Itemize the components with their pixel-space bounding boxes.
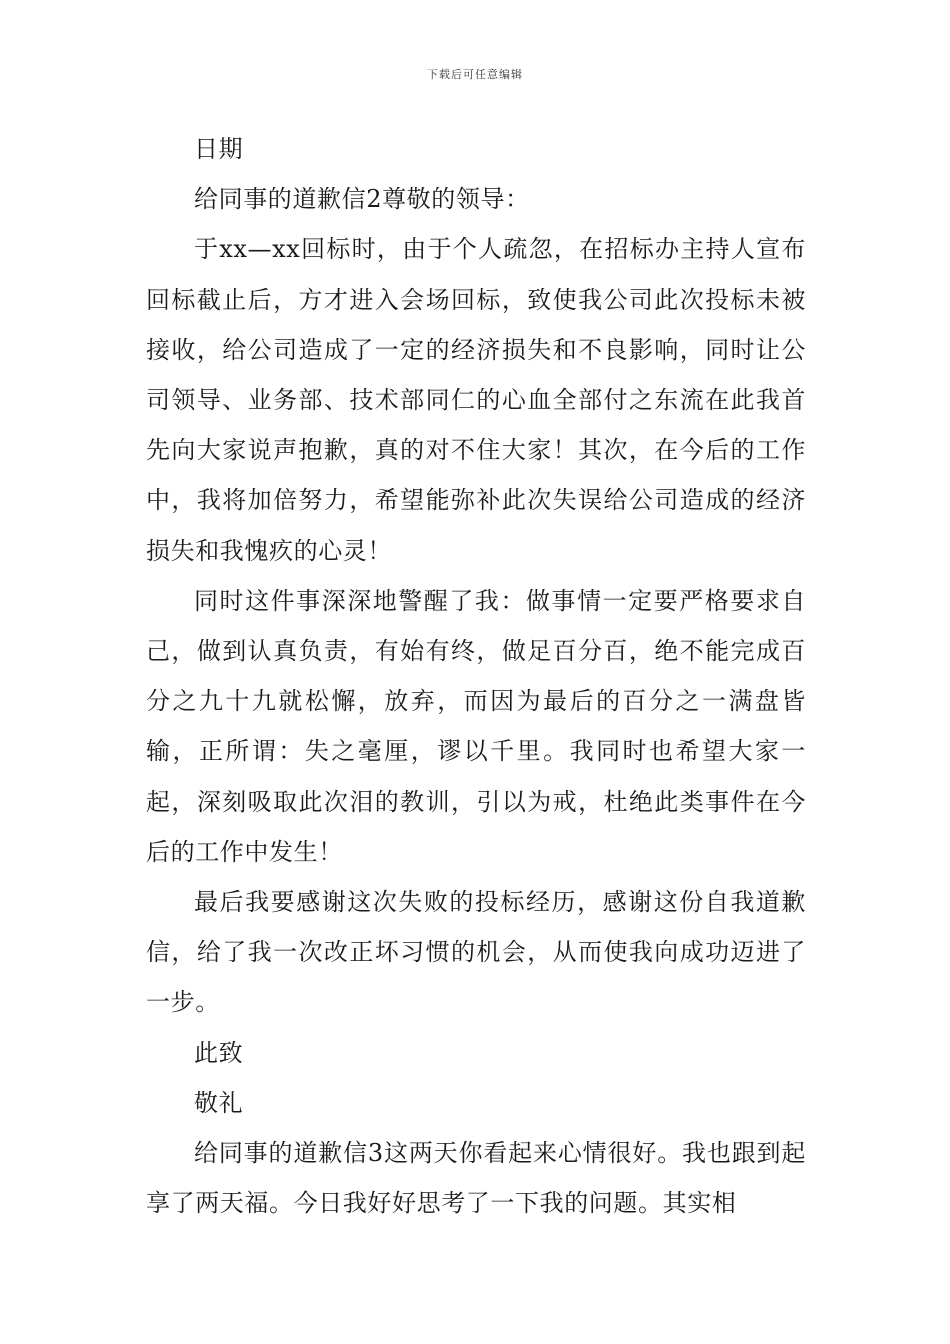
paragraph-date: 日期: [194, 135, 244, 163]
paragraph-closing-jingli: 敬礼: [194, 1088, 244, 1117]
paragraph-apology-body-1: 于xx—xx回标时，由于个人疏忽，在招标办主持人宣布回标截止后，方才进入会场回标，致使我公司此次投标未被接收，给公司造成了一定的经济损失和不良影响，同时让公司领导、业务部、技术部同仁的心血全部付之东流在此我首先向大家说声抱歉，真的对不住大家！其次，在今后的工作中，我将加倍努力，希望能弥补此次失误给公司造成的经济损失和我愧疚的心灵！: [146, 235, 806, 565]
paragraph-letter-2-salutation: 给同事的道歉信2尊敬的领导：: [194, 185, 530, 214]
paragraph-closing-cizhi: 此致: [194, 1038, 244, 1067]
paragraph-apology-body-3: 最后我要感谢这次失败的投标经历，感谢这份自我道歉信，给了我一次改正坏习惯的机会，从而使我向成功迈进了一步。: [146, 888, 806, 1017]
page-header-note: 下载后可任意编辑: [427, 68, 523, 81]
paragraph-apology-body-2: 同时这件事深深地警醒了我：做事情一定要严格要求自己，做到认真负责，有始有终，做足百分百，绝不能完成百分之九十九就松懈，放弃，而因为最后的百分之一满盘皆输，正所谓：失之毫厘，谬以千里。我同时也希望大家一起，深刻吸取此次泪的教训，引以为戒，杜绝此类事件在今后的工作中发生！: [146, 586, 806, 866]
document-body: [146, 124, 806, 1228]
paragraph-letter-3-start: 给同事的道歉信3这两天你看起来心情很好。我也跟到起享了两天福。今日我好好思考了一下我的问题。其实相: [146, 1139, 806, 1218]
